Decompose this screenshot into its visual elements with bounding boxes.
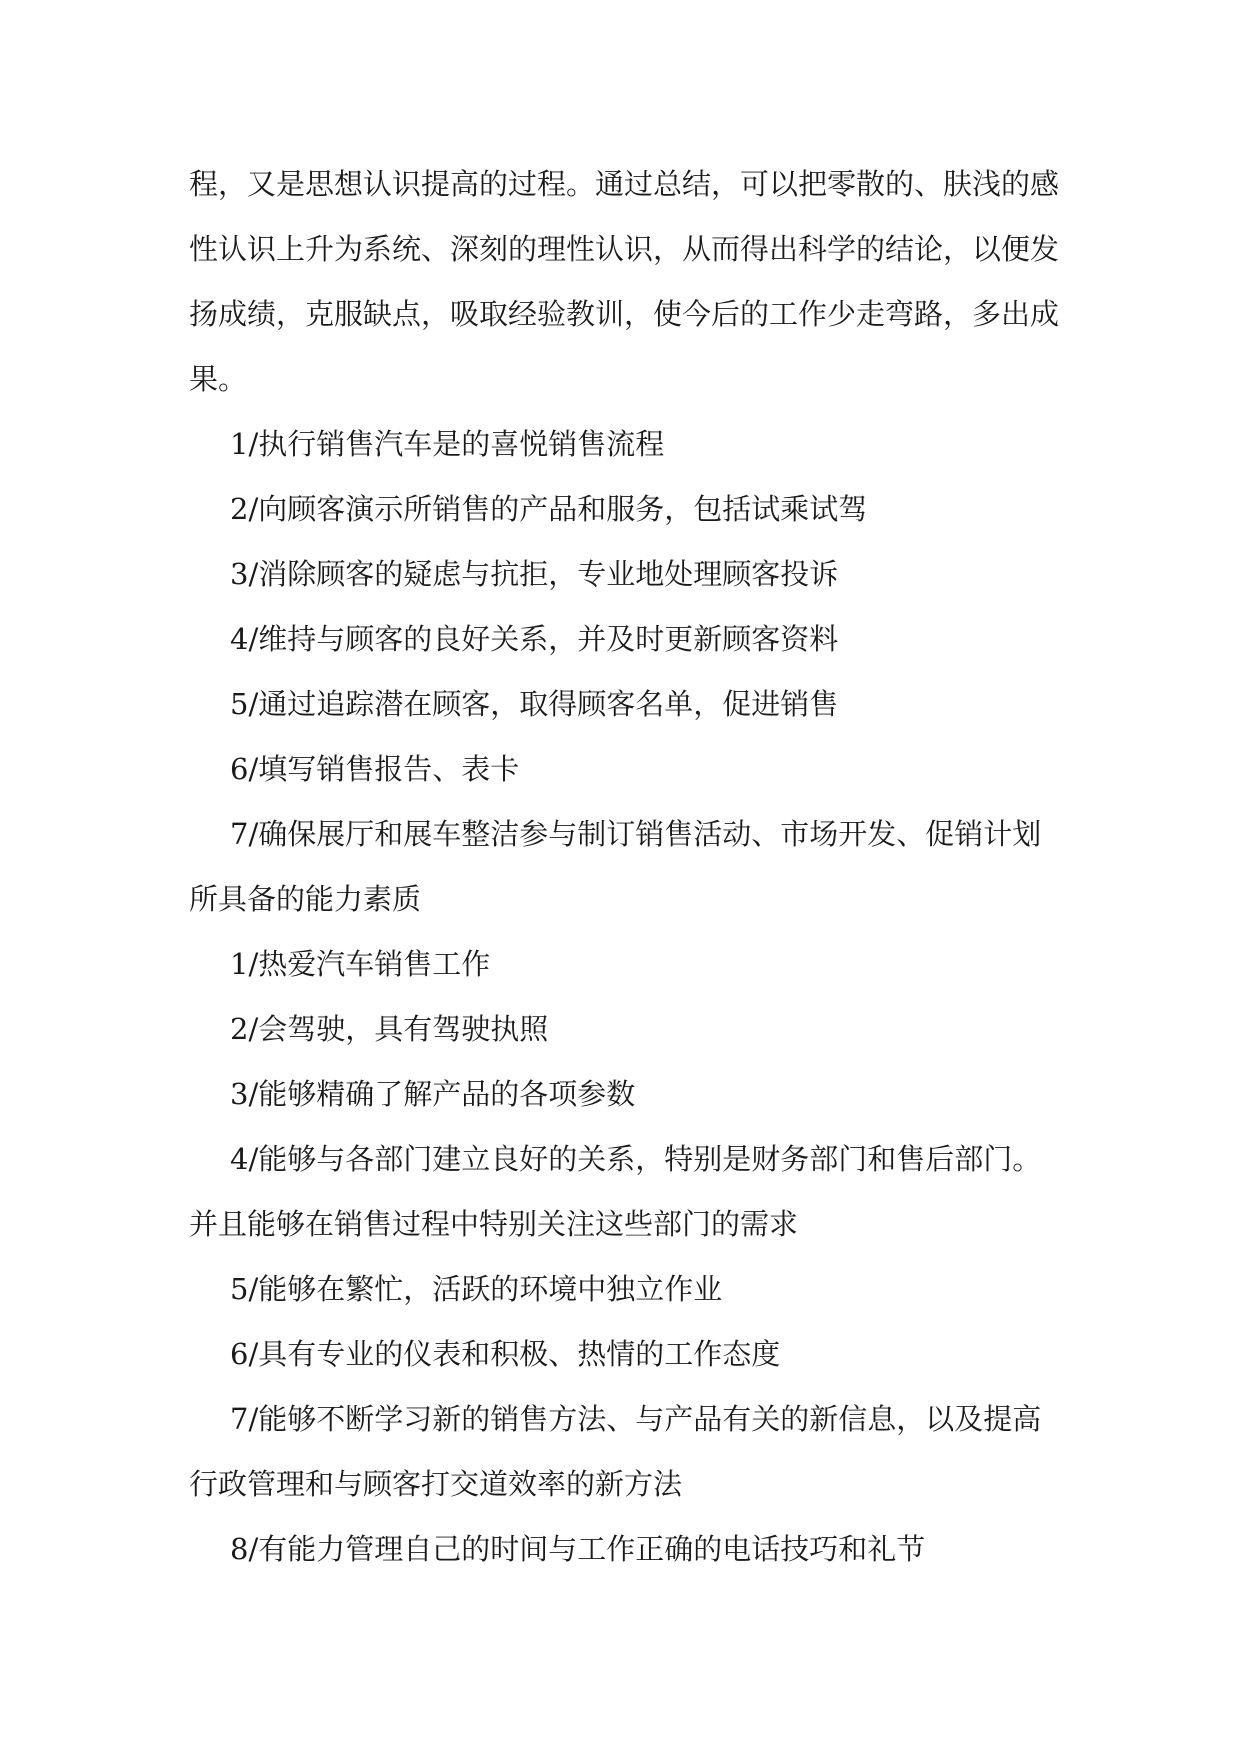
text-line: 所具备的能力素质 — [189, 882, 422, 916]
text-line: 果。 — [189, 362, 248, 396]
paragraph — [189, 412, 1061, 477]
list-item: 3/消除顾客的疑虑与抗拒，专业地处理顾客投诉 — [230, 557, 839, 591]
list-item: 2/会驾驶，具有驾驶执照 — [230, 1012, 549, 1046]
list-item: 6/具有专业的仪表和积极、热情的工作态度 — [230, 1337, 781, 1371]
document-body — [189, 152, 1061, 1582]
paragraph — [189, 672, 1061, 737]
text-line: 程，又是思想认识提高的过程。通过总结，可以把零散的、肤浅的感 — [189, 167, 1060, 201]
paragraph — [189, 802, 1061, 932]
list-item: 5/能够在繁忙，活跃的环境中独立作业 — [230, 1272, 723, 1306]
text-line: 扬成绩，克服缺点，吸取经验教训，使今后的工作少走弯路，多出成 — [189, 297, 1060, 331]
paragraph — [189, 152, 1061, 412]
text-line: 行政管理和与顾客打交道效率的新方法 — [189, 1467, 683, 1501]
text-line: 并且能够在销售过程中特别关注这些部门的需求 — [189, 1207, 799, 1241]
list-item: 4/维持与顾客的良好关系，并及时更新顾客资料 — [230, 622, 839, 656]
paragraph — [189, 1387, 1061, 1517]
list-item: 7/能够不断学习新的销售方法、与产品有关的新信息，以及提高 — [230, 1402, 1042, 1436]
paragraph — [189, 737, 1061, 802]
list-item: 6/填写销售报告、表卡 — [230, 752, 520, 786]
list-item: 5/通过追踪潜在顾客，取得顾客名单，促进销售 — [230, 687, 839, 721]
paragraph — [189, 542, 1061, 607]
list-item: 1/热爱汽车销售工作 — [230, 947, 491, 981]
paragraph — [189, 1322, 1061, 1387]
list-item: 2/向顾客演示所销售的产品和服务，包括试乘试驾 — [230, 492, 868, 526]
paragraph — [189, 1062, 1061, 1127]
list-item: 4/能够与各部门建立良好的关系，特别是财务部门和售后部门。 — [230, 1142, 1042, 1176]
list-item: 1/执行销售汽车是的喜悦销售流程 — [230, 427, 665, 461]
paragraph — [189, 1257, 1061, 1322]
paragraph — [189, 1517, 1061, 1582]
paragraph — [189, 607, 1061, 672]
list-item: 7/确保展厅和展车整洁参与制订销售活动、市场开发、促销计划 — [230, 817, 1042, 851]
paragraph — [189, 997, 1061, 1062]
paragraph — [189, 932, 1061, 997]
list-item: 8/有能力管理自己的时间与工作正确的电话技巧和礼节 — [230, 1532, 926, 1566]
paragraph — [189, 477, 1061, 542]
list-item: 3/能够精确了解产品的各项参数 — [230, 1077, 636, 1111]
text-line: 性认识上升为系统、深刻的理性认识，从而得出科学的结论，以便发 — [189, 232, 1060, 266]
paragraph — [189, 1127, 1061, 1257]
